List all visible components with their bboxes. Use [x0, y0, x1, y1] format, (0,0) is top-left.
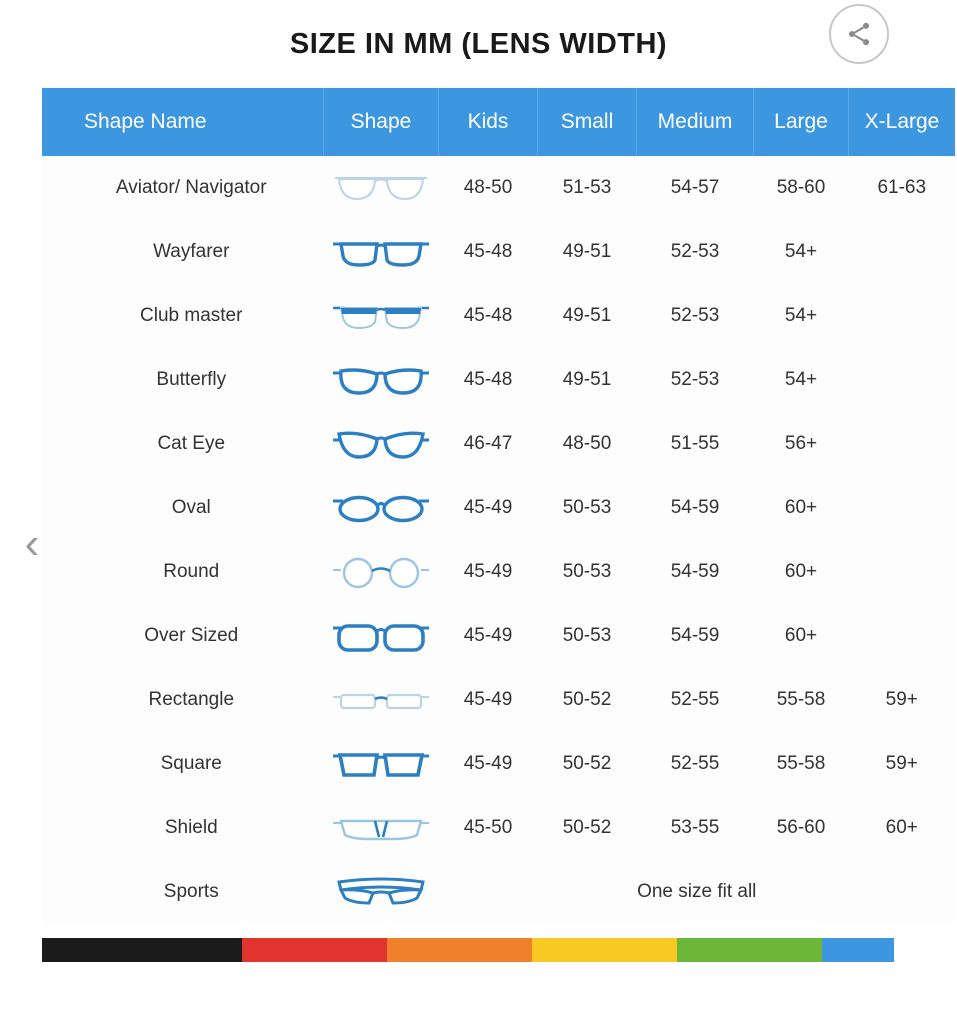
- row-size-large: 55-58: [754, 732, 849, 796]
- color-swatch-yellow: [532, 938, 677, 962]
- row-size-medium: 54-59: [637, 604, 754, 668]
- row-shape-name: Over Sized: [42, 604, 324, 668]
- row-size-xlarge: [849, 284, 956, 348]
- row-size-small: 50-53: [538, 604, 637, 668]
- oversized-glasses-icon: [324, 608, 439, 664]
- row-shape-glyph: [324, 540, 439, 604]
- row-shape-name: Cat Eye: [42, 412, 324, 476]
- row-shape-name: Oval: [42, 476, 324, 540]
- aviator-glasses-icon: [324, 160, 439, 216]
- table-row: [42, 156, 955, 220]
- prev-arrow-button[interactable]: ‹: [24, 519, 40, 568]
- row-size-medium: 52-55: [637, 732, 754, 796]
- color-bar: [42, 938, 894, 962]
- row-size-medium: 54-59: [637, 540, 754, 604]
- table-row: [42, 476, 955, 540]
- table-row: [42, 604, 955, 668]
- row-size-xlarge: 61-63: [849, 156, 956, 220]
- row-size-xlarge: [849, 604, 956, 668]
- column-header-kids: Kids: [439, 88, 538, 156]
- sports-glasses-icon: [324, 864, 439, 920]
- row-size-kids: 45-48: [439, 220, 538, 284]
- row-shape-glyph: [324, 284, 439, 348]
- row-size-medium: 54-57: [637, 156, 754, 220]
- row-size-large: 56+: [754, 412, 849, 476]
- row-shape-glyph: [324, 668, 439, 732]
- row-size-large: 60+: [754, 476, 849, 540]
- row-size-medium: 52-53: [637, 348, 754, 412]
- row-size-kids: 45-48: [439, 348, 538, 412]
- row-size-medium: 52-53: [637, 220, 754, 284]
- table-row: [42, 540, 955, 604]
- row-size-kids: 45-49: [439, 476, 538, 540]
- row-size-kids: 45-49: [439, 732, 538, 796]
- oval-glasses-icon: [324, 480, 439, 536]
- row-one-size-text: One size fit all: [439, 860, 956, 924]
- row-size-medium: 53-55: [637, 796, 754, 860]
- column-header-medium: Medium: [637, 88, 754, 156]
- table-row: [42, 860, 955, 924]
- table-row: [42, 796, 955, 860]
- wayfarer-glasses-icon: [324, 224, 439, 280]
- row-size-small: 50-52: [538, 796, 637, 860]
- row-size-small: 49-51: [538, 220, 637, 284]
- row-shape-glyph: [324, 796, 439, 860]
- row-shape-name: Aviator/ Navigator: [42, 156, 324, 220]
- row-size-large: 56-60: [754, 796, 849, 860]
- rectangle-glasses-icon: [324, 672, 439, 728]
- row-shape-glyph: [324, 156, 439, 220]
- color-swatch-orange: [387, 938, 532, 962]
- row-size-large: 54+: [754, 284, 849, 348]
- column-header-shape: Shape: [324, 88, 439, 156]
- row-size-large: 60+: [754, 604, 849, 668]
- row-shape-glyph: [324, 860, 439, 924]
- row-size-large: 58-60: [754, 156, 849, 220]
- color-swatch-black: [42, 938, 242, 962]
- row-size-kids: 48-50: [439, 156, 538, 220]
- table-row: [42, 284, 955, 348]
- row-size-kids: 45-49: [439, 668, 538, 732]
- row-size-medium: 52-55: [637, 668, 754, 732]
- row-shape-glyph: [324, 412, 439, 476]
- row-size-xlarge: [849, 220, 956, 284]
- row-size-xlarge: [849, 412, 956, 476]
- shield-glasses-icon: [324, 800, 439, 856]
- row-shape-name: Butterfly: [42, 348, 324, 412]
- row-shape-name: Club master: [42, 284, 324, 348]
- table-header-row: [42, 88, 955, 156]
- row-size-small: 50-53: [538, 476, 637, 540]
- row-shape-name: Wayfarer: [42, 220, 324, 284]
- row-size-xlarge: 59+: [849, 732, 956, 796]
- row-shape-glyph: [324, 348, 439, 412]
- column-header-large: Large: [754, 88, 849, 156]
- share-button[interactable]: [829, 4, 889, 64]
- square-glasses-icon: [324, 736, 439, 792]
- table-body: [42, 156, 955, 924]
- color-swatch-red: [242, 938, 387, 962]
- size-chart-table: [42, 88, 955, 924]
- row-shape-glyph: [324, 476, 439, 540]
- table-row: [42, 668, 955, 732]
- cateye-glasses-icon: [324, 416, 439, 472]
- row-size-kids: 45-49: [439, 540, 538, 604]
- row-size-xlarge: [849, 348, 956, 412]
- butterfly-glasses-icon: [324, 352, 439, 408]
- row-shape-glyph: [324, 220, 439, 284]
- row-size-large: 60+: [754, 540, 849, 604]
- row-size-xlarge: 59+: [849, 668, 956, 732]
- row-size-small: 51-53: [538, 156, 637, 220]
- row-size-kids: 46-47: [439, 412, 538, 476]
- row-size-large: 54+: [754, 348, 849, 412]
- row-shape-name: Shield: [42, 796, 324, 860]
- color-swatch-blue: [822, 938, 894, 962]
- row-shape-name: Sports: [42, 860, 324, 924]
- row-size-small: 49-51: [538, 284, 637, 348]
- color-swatch-green: [677, 938, 822, 962]
- table-row: [42, 348, 955, 412]
- row-size-kids: 45-50: [439, 796, 538, 860]
- table-header: [42, 88, 955, 156]
- row-size-small: 50-52: [538, 668, 637, 732]
- row-size-medium: 54-59: [637, 476, 754, 540]
- row-shape-name: Square: [42, 732, 324, 796]
- row-shape-name: Rectangle: [42, 668, 324, 732]
- row-size-medium: 52-53: [637, 284, 754, 348]
- column-header-shape-name: Shape Name: [42, 88, 324, 156]
- row-size-small: 50-53: [538, 540, 637, 604]
- row-size-kids: 45-48: [439, 284, 538, 348]
- row-size-large: 55-58: [754, 668, 849, 732]
- row-size-medium: 51-55: [637, 412, 754, 476]
- row-size-xlarge: [849, 476, 956, 540]
- table-row: [42, 220, 955, 284]
- row-size-small: 49-51: [538, 348, 637, 412]
- row-size-xlarge: [849, 540, 956, 604]
- row-size-small: 50-52: [538, 732, 637, 796]
- share-icon: [845, 20, 873, 48]
- round-glasses-icon: [324, 544, 439, 600]
- row-size-xlarge: 60+: [849, 796, 956, 860]
- size-chart-card: [42, 88, 940, 924]
- row-shape-glyph: [324, 604, 439, 668]
- page-title: SIZE IN MM (LENS WIDTH): [289, 27, 668, 60]
- title-bar: [0, 0, 957, 88]
- column-header-small: Small: [538, 88, 637, 156]
- row-shape-name: Round: [42, 540, 324, 604]
- row-size-small: 48-50: [538, 412, 637, 476]
- row-size-large: 54+: [754, 220, 849, 284]
- clubmaster-glasses-icon: [324, 288, 439, 344]
- table-row: [42, 412, 955, 476]
- row-shape-glyph: [324, 732, 439, 796]
- column-header-xlarge: X-Large: [849, 88, 956, 156]
- row-size-kids: 45-49: [439, 604, 538, 668]
- table-row: [42, 732, 955, 796]
